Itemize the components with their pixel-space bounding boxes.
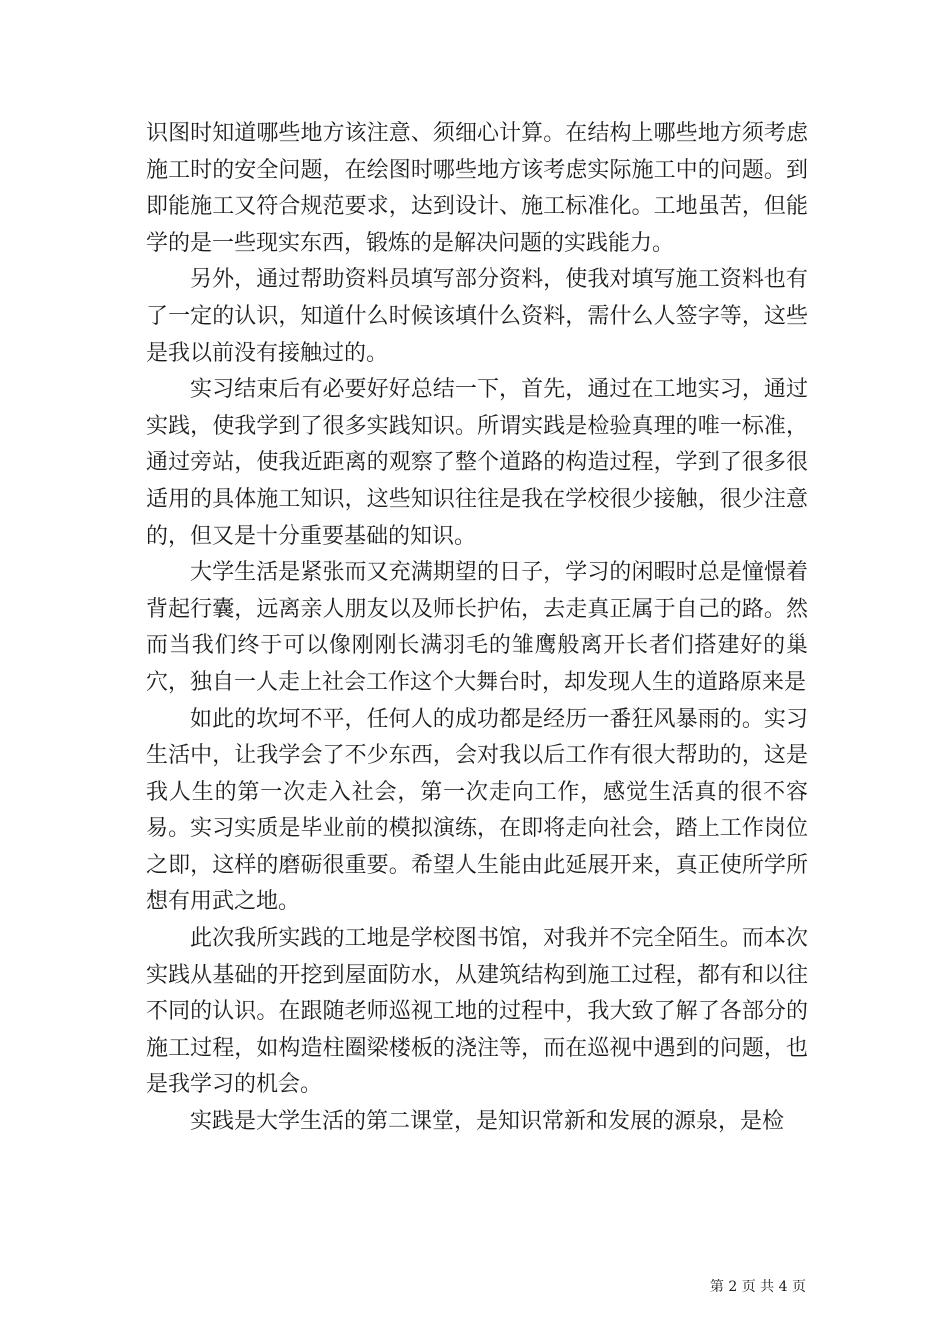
paragraph-7: 实践是大学生活的第二课堂，是知识常新和发展的源泉，是检 — [190, 1109, 785, 1135]
paragraph-6: 此次我所实践的工地是学校图书馆，对我并不完全陌生。而本次实践从基础的开挖到屋面防水，从建筑结构到施工过程，都有和以往不同的认识。在跟随老师巡视工地的过程中，我大致了解了各部分的施工过程，如构造柱圈梁楼板的浇注等，而在巡视中遇到的问题，也是我学习的机会。 — [146, 926, 808, 1098]
paragraph-3: 实习结束后有必要好好总结一下，首先，通过在工地实习，通过实践，使我学到了很多实践知识。所谓实践是检验真理的唯一标准，通过旁站，使我近距离的观察了整个道路的构造过程，学到了很多很适用的具体施工知识，这些知识往往是我在学校很少接触，很少注意的，但又是十分重要基础的知识。 — [146, 377, 808, 549]
document-body — [146, 116, 808, 1141]
paragraph-2: 另外，通过帮助资料员填写部分资料，使我对填写施工资料也有了一定的认识，知道什么时候该填什么资料，需什么人签字等，这些是我以前没有接触过的。 — [146, 267, 808, 366]
paragraph-5: 如此的坎坷不平，任何人的成功都是经历一番狂风暴雨的。实习生活中，让我学会了不少东西，会对我以后工作有很大帮助的，这是我人生的第一次走入社会，第一次走向工作，感觉生活真的很不容易。实习实质是毕业前的模拟演练，在即将走向社会，踏上工作岗位之即，这样的磨砺很重要。希望人生能由此延展开来，真正使所学所想有用武之地。 — [146, 706, 808, 915]
page-number-footer: 第 2 页 共 4 页 — [709, 1279, 806, 1295]
paragraph-4: 大学生活是紧张而又充满期望的日子，学习的闲暇时总是憧憬着背起行囊，远离亲人朋友以及师长护佑，去走真正属于自己的路。然而当我们终于可以像刚刚长满羽毛的雏鹰般离开长者们搭建好的巢穴，独自一人走上社会工作这个大舞台时，却发现人生的道路原来是 — [146, 560, 808, 695]
paragraph-1: 识图时知道哪些地方该注意、须细心计算。在结构上哪些地方须考虑施工时的安全问题，在绘图时哪些地方该考虑实际施工中的问题。到即能施工又符合规范要求，达到设计、施工标准化。工地虽苦，但能学的是一些现实东西，锻炼的是解决问题的实践能力。 — [146, 121, 808, 256]
